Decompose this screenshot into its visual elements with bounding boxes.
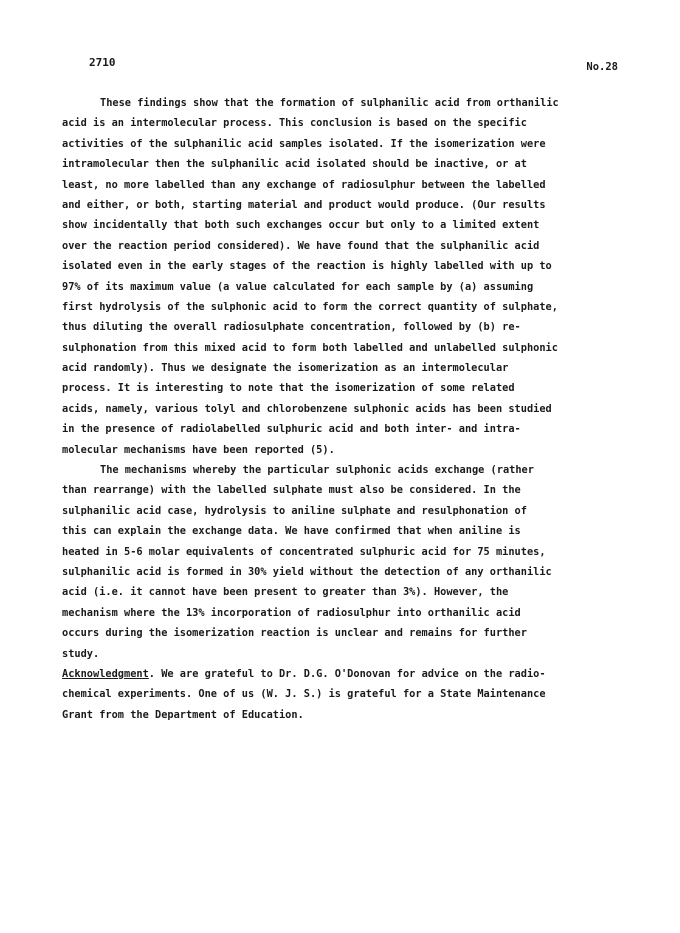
- paragraph-line: sulphanilic acid is formed in 30% yield without the detection of any orthanilic: [62, 565, 552, 578]
- paragraph-line: activities of the sulphanilic acid samples isolated. If the isomerization were: [62, 137, 546, 150]
- paragraph-line: These findings show that the formation of sulphanilic acid from orthanilic: [100, 97, 559, 109]
- article-body: [62, 93, 622, 725]
- paragraph-line: process. It is interesting to note that the isomerization of some related: [62, 382, 515, 395]
- paragraph-line: thus diluting the overall radiosulphate concentration, followed by (b) re-: [62, 321, 521, 334]
- paragraph-line: sulphanilic acid case, hydrolysis to aniline sulphate and resulphonation of: [62, 504, 527, 517]
- paragraph-line: and either, or both, starting material and product would produce. (Our results: [62, 198, 546, 211]
- paragraph-line: acid randomly). Thus we designate the isomerization as an intermolecular: [62, 362, 509, 375]
- paragraph-line: this can explain the exchange data. We have confirmed that when aniline is: [62, 525, 521, 538]
- acknowledgment-line: chemical experiments. One of us (W. J. S.) is grateful for a State Maintenance: [62, 688, 546, 701]
- paragraph-line: heated in 5-6 molar equivalents of concentrated sulphuric acid for 75 minutes,: [62, 545, 546, 558]
- paragraph-line: acids, namely, various tolyl and chlorobenzene sulphonic acids has been studied: [62, 402, 552, 415]
- paragraph-line: isolated even in the early stages of the reaction is highly labelled with up to: [62, 260, 552, 273]
- paragraph-line: molecular mechanisms have been reported (5).: [62, 443, 335, 456]
- paragraph-line: least, no more labelled than any exchange of radiosulphur between the labelled: [62, 178, 546, 191]
- paragraph-line: study.: [62, 647, 100, 660]
- paragraph-line: acid is an intermolecular process. This conclusion is based on the specific: [62, 117, 527, 130]
- acknowledgment-line: [62, 664, 622, 684]
- paragraph-line: than rearrange) with the labelled sulphate must also be considered. In the: [62, 484, 521, 497]
- acknowledgment-heading: Acknowledgment: [62, 667, 149, 680]
- paragraph-line: mechanism where the 13% incorporation of radiosulphur into orthanilic acid: [62, 606, 521, 619]
- page-number: 2710: [89, 56, 116, 69]
- paragraph-line: intramolecular then the sulphanilic acid isolated should be inactive, or at: [62, 158, 527, 171]
- paragraph-line: acid (i.e. it cannot have been present to greater than 3%). However, the: [62, 586, 509, 599]
- paragraph-line: over the reaction period considered). We have found that the sulphanilic acid: [62, 239, 540, 252]
- paragraph-line: occurs during the isomerization reaction is unclear and remains for further: [62, 627, 527, 640]
- acknowledgment-line: Grant from the Department of Education.: [62, 708, 304, 721]
- paragraph-line: 97% of its maximum value (a value calculated for each sample by (a) assuming: [62, 280, 534, 293]
- paragraph-line: in the presence of radiolabelled sulphuric acid and both inter- and intra-: [62, 423, 521, 436]
- paragraph-line: show incidentally that both such exchanges occur but only to a limited extent: [62, 219, 540, 232]
- acknowledgment-text: . We are grateful to Dr. D.G. O'Donovan for advice on the radio-: [148, 667, 546, 680]
- journal-issue-number: No.28: [586, 61, 618, 73]
- paragraph-line: sulphonation from this mixed acid to form both labelled and unlabelled sulphonic: [62, 341, 558, 354]
- paragraph-line: first hydrolysis of the sulphonic acid to form the correct quantity of sulphate,: [62, 300, 558, 313]
- paragraph-line: The mechanisms whereby the particular sulphonic acids exchange (rather: [100, 464, 534, 477]
